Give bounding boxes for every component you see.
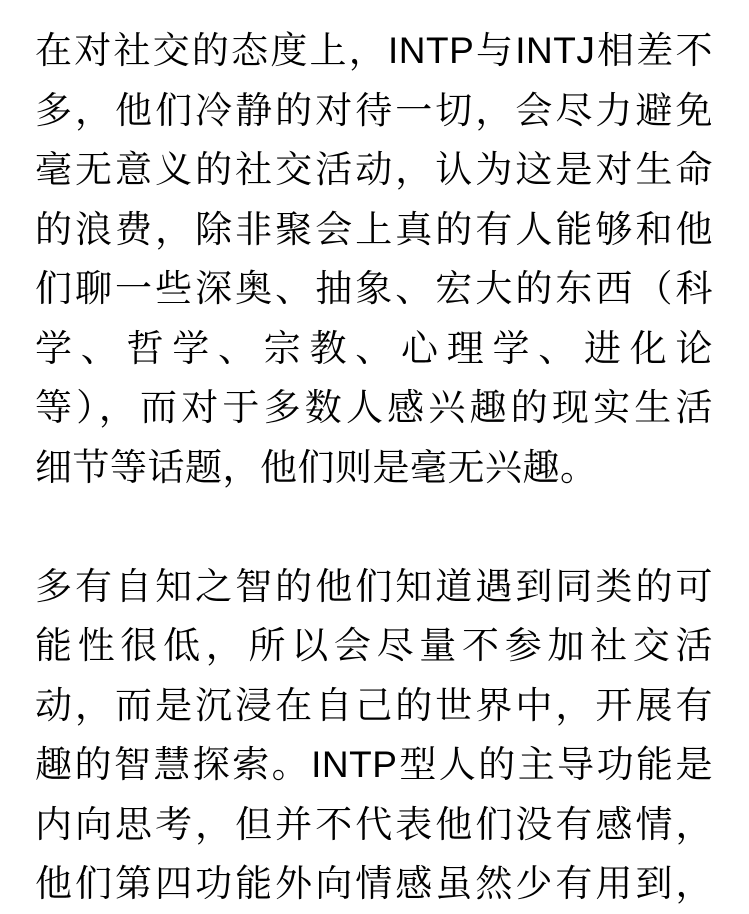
text-line: 在对社交的态度上，INTP与INTJ相差不 bbox=[35, 30, 713, 71]
text-line: 的浪费，除非聚会上真的有人能够和他 bbox=[35, 208, 713, 250]
text-line: 多，他们冷静的对待一切，会尽力避免 bbox=[35, 89, 713, 131]
text-line: 们聊一些深奥、抽象、宏大的东西（科 bbox=[35, 268, 713, 309]
text-line: 毫无意义的社交活动，认为这是对生命 bbox=[35, 149, 713, 190]
text-line: 多有自知之智的他们知道遇到同类的可 bbox=[35, 565, 713, 607]
text-line: 能性很低，所以会尽量不参加社交活 bbox=[35, 625, 713, 666]
text-line: 他们第四功能外向情感虽然少有用到， bbox=[35, 863, 713, 904]
text-line: 学、哲学、宗教、心理学、进化论 bbox=[35, 327, 713, 369]
text-line: 动，而是沉浸在自己的世界中，开展有 bbox=[35, 684, 713, 726]
text-line: 细节等话题，他们则是毫无兴趣。 bbox=[35, 446, 598, 488]
paragraph-2 bbox=[35, 557, 713, 914]
text-line: 内向思考，但并不代表他们没有感情， bbox=[35, 803, 713, 845]
text-line: 趣的智慧探索。INTP型人的主导功能是 bbox=[35, 744, 713, 785]
paragraph-1 bbox=[35, 21, 713, 497]
text-line: 等），而对于多数人感兴趣的现实生活 bbox=[35, 387, 713, 428]
